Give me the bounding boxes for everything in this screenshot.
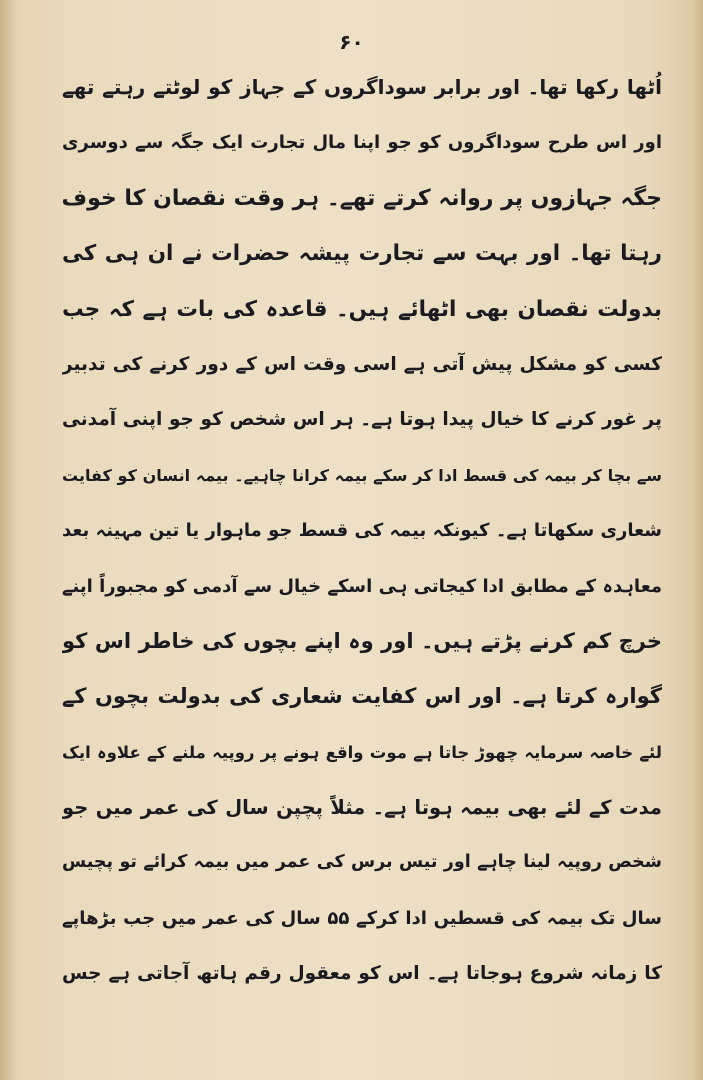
- text-line: معاہدہ کے مطابق ادا کیجاتی ہی اسکے خیال سے آدمی کو مجبوراً اپنے: [62, 575, 662, 597]
- page-edge-shadow-right: [693, 0, 703, 1080]
- body-text: [62, 60, 662, 1002]
- text-line: سال تک بیمہ کی قسطیں ادا کرکے ۵۵ سال کی عمر میں جب بڑھاپے: [62, 907, 662, 929]
- text-line: مدت کے لئے بھی بیمہ ہوتا ہے۔ مثلاً پچپن سال کی عمر میں جو: [62, 796, 662, 820]
- text-line: اور اس طرح سوداگروں کو جو اپنا مال تجارت ایک جگہ سے دوسری: [62, 132, 662, 154]
- text-line: کا زمانہ شروع ہوجاتا ہے۔ اس کو معقول رقم ہاتھ آجاتی ہے جس: [62, 963, 662, 985]
- text-line: بدولت نقصان بھی اٹھائے ہیں۔ قاعدہ کی بات ہے کہ جب: [62, 296, 662, 322]
- text-line: کسی کو مشکل پیش آتی ہے اسی وقت اس کے دور کرنے کی تدبیر: [62, 353, 662, 375]
- text-line: گوارہ کرتا ہے۔ اور اس کفایت شعاری کی بدولت بچوں کے: [62, 684, 662, 709]
- page-number: ۶۰: [339, 30, 364, 54]
- text-line: لئے خاصہ سرمایہ چھوڑ جاتا ہے موت واقع ہونے پر روپیہ ملنے کے علاوہ ایک: [62, 742, 662, 762]
- text-line: خرچ کم کرنے پڑتے ہیں۔ اور وہ اپنے بچوں کی خاطر اس کو: [62, 628, 662, 653]
- text-line: شعاری سکھاتا ہے۔ کیونکہ بیمہ کی قسط جو ماہوار یا تین مہینہ بعد: [62, 520, 662, 542]
- text-line: اُٹھا رکھا تھا۔ اور برابر سوداگروں کے جہاز کو لوٹتے رہتے تھے: [62, 75, 662, 99]
- text-line: رہتا تھا۔ اور بہت سے تجارت پیشہ حضرات نے ان ہی کی: [62, 241, 662, 267]
- text-line: جگہ جہازوں پر روانہ کرتے تھے۔ ہر وقت نقصان کا خوف: [62, 185, 662, 211]
- page-edge-shadow-left: [0, 0, 18, 1080]
- text-line: سے بچا کر بیمہ کی قسط ادا کر سکے بیمہ کرانا چاہیے۔ بیمہ انسان کو کفایت: [62, 465, 662, 485]
- text-line: پر غور کرنے کا خیال پیدا ہوتا ہے۔ ہر اس شخص کو جو اپنی آمدنی: [62, 409, 662, 431]
- text-line: شخص روپیہ لینا چاہے اور تیس برس کی عمر میں بیمہ کرائے تو پچیس: [62, 852, 662, 873]
